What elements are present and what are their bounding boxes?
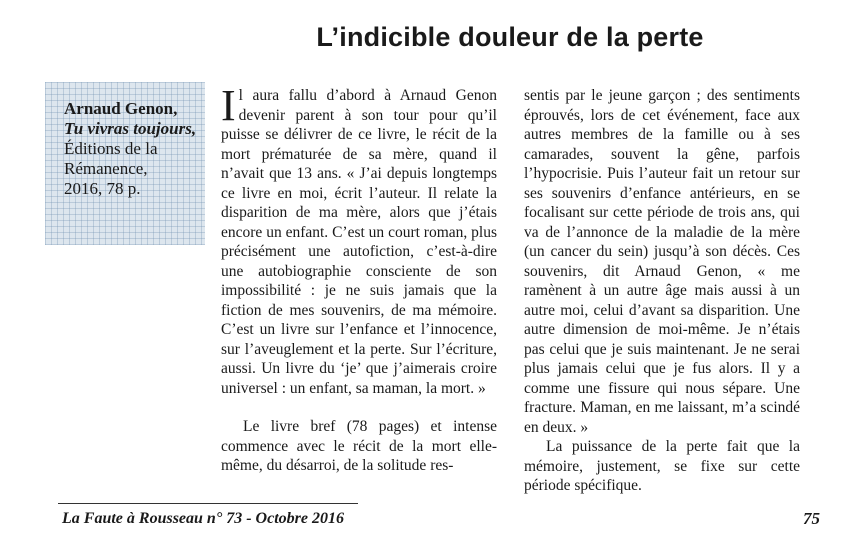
book-publisher: Éditions de la Rémanence, xyxy=(64,139,158,178)
drop-cap: I xyxy=(221,81,236,130)
column1-paragraph-1 xyxy=(221,81,497,398)
column2-paragraph-1: sentis par le jeune garçon ; des sentiments éprouvés, lors de cet événement, face aux autres membres de la famille ou à ses camarades, souvent la gêne, parfois l’hypocrisie. Puis l’auteur fait un retour sur ses souvenirs d’enfance antérieurs, en se focalisant sur cette période de trois ans, qui va de l’annonce de la maladie de la mère (un cancer du sein) jusqu’à son décès. Ces souvenirs, dit Arnaud Genon, « me ramènent à un autre âge mais aussi à un autre moi, celui d’avant sa disparition. Une autre dimension de moi-même. Je n’étais pas celui que je suis maintenant. Je ne serai plus jamais celui que je fus alors. Il y a comme une fissure qui nous sépare. Une fracture. Maman, en me laissant, m’a scindé en deux. » xyxy=(524,87,800,436)
book-author: Arnaud Genon, xyxy=(64,99,178,118)
column1-paragraph-1-text: l aura fallu d’abord à Arnaud Genon devenir parent à son tour pour qu’il puisse se délivrer de ce livre, le récit de la mort prématurée de sa mère, quand il n’avait que 13 ans. « J’ai depuis longtemps ce livre en moi, écrit l’auteur. Il relate la disparition de ma mère, alors que j’étais encore un enfant. C’est un court roman, plus précisément une autofiction, c’est-à-dire une autobiographie consciente de son impossibilité : je ne suis jamais que la fiction de mes souvenirs, de ma mémoire. C’est un livre sur l’enfance et l’innocence, sur l’aveuglement et la perte. Sur l’écriture, aussi. Un livre du ‘je’ que j’aimerais croire universel : un enfant, sa maman, la mort. » xyxy=(221,87,497,397)
page-number: 75 xyxy=(803,509,820,528)
book-info-box xyxy=(45,82,205,245)
column2-paragraph-2: La puissance de la perte fait que la mémoire, justement, se fixe sur cette période spécifique. xyxy=(524,438,800,494)
column1-paragraph-2: Le livre bref (78 pages) et intense commence avec le récit de la mort elle-même, du désarroi, de la solitude res- xyxy=(221,418,497,474)
footer-divider xyxy=(58,503,358,504)
book-year-pages: 2016, 78 p. xyxy=(64,179,141,198)
text-column-2 xyxy=(524,86,800,496)
book-title: Tu vivras toujours, xyxy=(64,119,197,138)
publication-footer: La Faute à Rousseau n° 73 - Octobre 2016 xyxy=(62,510,344,527)
article-title: L’indicible douleur de la perte xyxy=(316,22,704,52)
text-column-1 xyxy=(221,81,497,476)
